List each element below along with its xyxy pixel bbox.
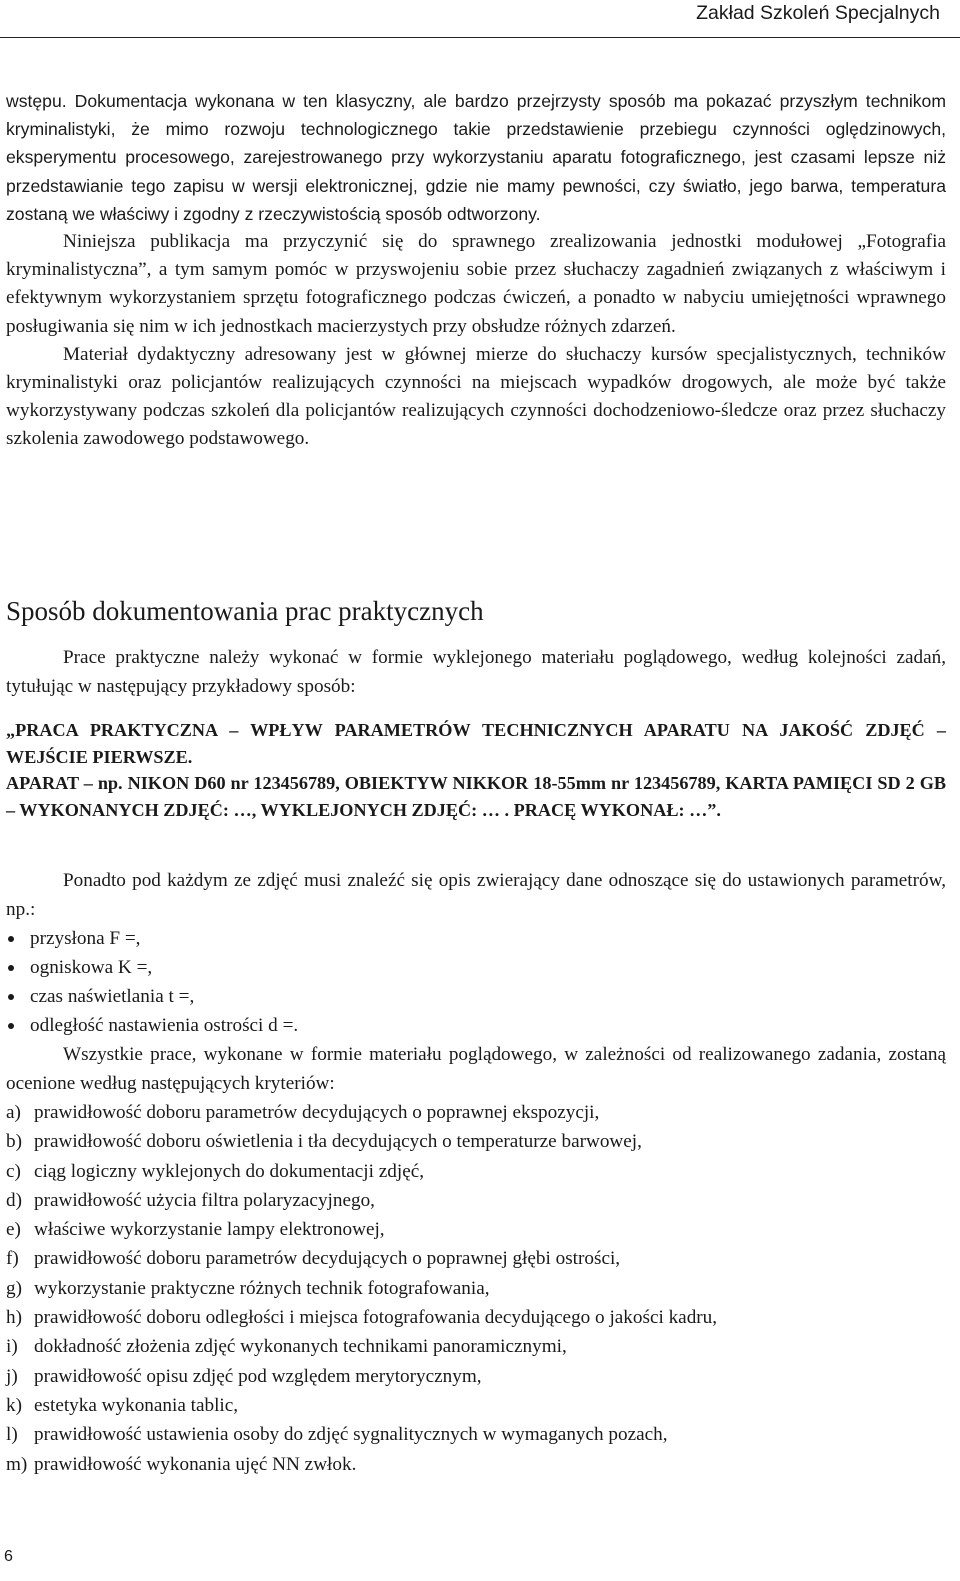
page-number: 6 <box>4 1548 13 1565</box>
example-line-1: „PRACA PRAKTYCZNA – WPŁYW PARAMETRÓW TECHNICZNYCH APARATU NA JAKOŚĆ ZDJĘĆ – WEJŚCIE PIERWSZE. <box>6 720 946 767</box>
parameter-list <box>6 924 946 1040</box>
criteria-item: m) prawidłowość wykonania ujęć NN zwłok. <box>6 1453 357 1475</box>
list-item: ogniskowa K =, <box>6 953 946 982</box>
bullet-icon <box>8 965 14 971</box>
criteria-item: g) wykorzystanie praktyczne różnych technik fotografowania, <box>6 1277 490 1299</box>
intro-paragraph-2: Niniejsza publikacja ma przyczynić się do sprawnego zrealizowania jednostki modułowej „Fotografia kryminalistyczna”, a tym samym pomóc w przyswojeniu sobie przez słuchaczy zagadnień związanych z właściwym i efektywnym wykorzystaniem sprzętu fotograficznego podczas ćwiczeń, a ponadto w nabyciu umiejętności wprawnego posługiwania się nim w ich jednostkach macierzystych przy obsłudze różnych zdarzeń. <box>6 231 946 337</box>
list-item: czas naświetlania t =, <box>6 982 946 1011</box>
intro-paragraph-1: wstępu. Dokumentacja wykonana w ten klasyczny, ale bardzo przejrzysty sposób ma pokazać przyszłym technikom kryminalistyki, że mimo rozwoju technologicznego takie przedstawienie przebiegu czynności oględzinowych, eksperymentu procesowego, zarejestrowanego przy wykorzystaniu aparatu fotograficznego, jest czasami lepsze niż przedstawianie tego zapisu w wersji elektronicznej, gdzie nie mamy pewności, czy światło, jego barwa, temperatura zostaną we właściwy i zgodny z rzeczywistością sposób odtworzony. <box>6 91 946 224</box>
section-body <box>6 866 946 1479</box>
criteria-item: a) prawidłowość doboru parametrów decydujących o poprawnej ekspozycji, <box>6 1102 600 1123</box>
criteria-item: h) prawidłowość doboru odległości i miejsca fotografowania decydującego o jakości kadru, <box>6 1307 718 1329</box>
running-header: Zakład Szkoleń Specjalnych <box>696 2 940 24</box>
criteria-item: f) prawidłowość doboru parametrów decydujących o poprawnej głębi ostrości, <box>6 1248 621 1270</box>
section-intro <box>6 643 946 701</box>
criteria-item: l) prawidłowość ustawienia osoby do zdjęć sygnalitycznych w wymaganych pozach, <box>6 1424 668 1446</box>
section-paragraph-2: Ponadto pod każdym ze zdjęć musi znaleźć się opis zwierający dane odnoszące się do ustawionych parametrów, np.: <box>6 870 946 920</box>
criteria-item: j) prawidłowość opisu zdjęć pod względem merytorycznym, <box>6 1365 482 1387</box>
section-paragraph-1: Prace praktyczne należy wykonać w formie wyklejonego materiału poglądowego, według kolejności zadań, tytułując w następujący przykładowy sposób: <box>6 647 946 697</box>
criteria-item: i) dokładność złożenia zdjęć wykonanych technikami panoramicznymi, <box>6 1336 567 1358</box>
criteria-item: k) estetyka wykonania tablic, <box>6 1394 239 1416</box>
example-title-block <box>6 717 946 823</box>
example-line-2: APARAT – np. NIKON D60 nr 123456789, OBIEKTYW NIKKOR 18-55mm nr 123456789, KARTA PAMIĘCI SD 2 GB – WYKONANYCH ZDJĘĆ: …, WYKLEJONYCH ZDJĘĆ: … . PRACĘ WYKONAŁ: …”. <box>6 773 946 820</box>
section-title: Sposób dokumentowania prac praktycznych <box>6 596 484 626</box>
criteria-item: d) prawidłowość użycia filtra polaryzacyjnego, <box>6 1189 375 1211</box>
criteria-list <box>6 1098 946 1479</box>
header-rule <box>0 37 960 38</box>
criteria-item: c) ciąg logiczny wyklejonych do dokumentacji zdjęć, <box>6 1160 425 1182</box>
intro-block <box>6 87 946 454</box>
list-item: odległość nastawienia ostrości d =. <box>6 1011 946 1040</box>
bullet-icon <box>8 936 14 942</box>
list-item: przysłona F =, <box>6 924 946 953</box>
bullet-icon <box>8 994 14 1000</box>
intro-paragraph-3: Materiał dydaktyczny adresowany jest w głównej mierze do słuchaczy kursów specjalistycznych, techników kryminalistyki oraz policjantów realizujących czynności na miejscach wypadków drogowych, ale może być także wykorzystywany podczas szkoleń dla policjantów realizujących czynności dochodzeniowo-śledcze oraz przez słuchaczy szkolenia zawodowego podstawowego. <box>6 343 946 450</box>
section-paragraph-3: Wszystkie prace, wykonane w formie materiału poglądowego, w zależności od realizowanego zadania, zostaną ocenione według następujących kryteriów: <box>6 1044 946 1094</box>
criteria-item: b) prawidłowość doboru oświetlenia i tła decydujących o temperaturze barwowej, <box>6 1131 642 1153</box>
criteria-item: e) właściwe wykorzystanie lampy elektronowej, <box>6 1219 385 1241</box>
bullet-icon <box>8 1023 14 1029</box>
